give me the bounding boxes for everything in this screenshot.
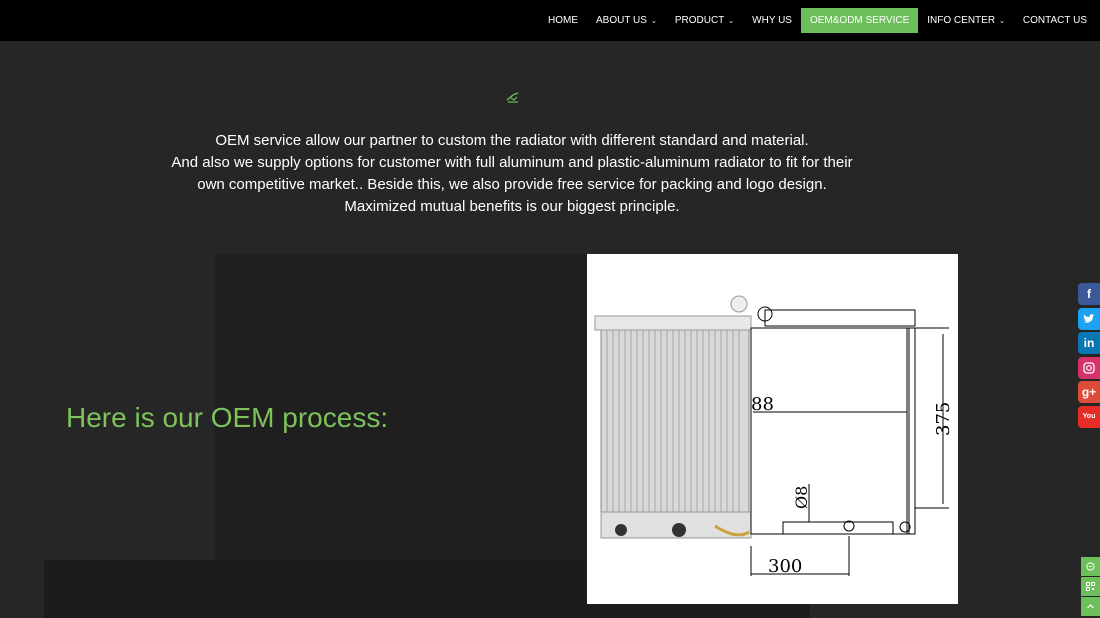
qr-code-icon[interactable] (1081, 577, 1100, 596)
nav-home[interactable]: HOME (548, 15, 579, 26)
top-navigation-bar (0, 0, 1100, 41)
dimension-pipe-label: Ø8 (792, 485, 811, 509)
nav-oem-odm-service[interactable]: OEM&ODM SERVICE (801, 8, 918, 33)
main-nav (539, 8, 1096, 33)
handshake-icon (505, 89, 521, 105)
chevron-down-icon: ⌄ (728, 17, 735, 25)
intro-line-2: And also we supply options for customer with full aluminum and plastic-aluminum radiator to fit for their own competitive market.. Beside this, we also provide free service for packing and logo design. Maximized mutual benefits is our biggest principle. (171, 154, 853, 215)
google-plus-icon[interactable]: g+ (1078, 381, 1100, 403)
youtube-icon[interactable]: You (1078, 406, 1100, 428)
chevron-down-icon: ⌄ (650, 17, 657, 25)
oem-intro-text (162, 130, 862, 218)
facebook-icon[interactable]: f (1078, 283, 1100, 305)
oem-process-title: Here is our OEM process: (66, 402, 389, 433)
dimension-88-label: 88 (751, 394, 774, 415)
radiator-drawing-image (587, 254, 958, 604)
social-share-bar (1078, 283, 1100, 430)
linkedin-icon[interactable]: in (1078, 332, 1100, 354)
chevron-down-icon: ⌄ (999, 17, 1005, 25)
chat-icon[interactable] (1081, 557, 1100, 576)
nav-product[interactable]: PRODUCT ⌄ (674, 15, 735, 26)
nav-info-center[interactable]: INFO CENTER ⌄ (927, 15, 1005, 26)
intro-line-1: OEM service allow our partner to custom the radiator with different standard and material. (215, 132, 809, 149)
dimension-300-label: 300 (768, 556, 803, 577)
nav-about-us[interactable]: ABOUT US ⌄ (596, 15, 657, 26)
twitter-icon[interactable] (1078, 308, 1100, 330)
dimension-375-label: 375 (933, 401, 954, 436)
instagram-icon[interactable] (1078, 357, 1100, 379)
radiator-technical-drawing (587, 254, 958, 604)
back-to-top-icon[interactable] (1081, 597, 1100, 616)
side-tools-bar (1081, 557, 1100, 617)
nav-why-us[interactable]: WHY US (752, 15, 792, 26)
nav-contact-us[interactable]: CONTACT US (1022, 15, 1087, 26)
